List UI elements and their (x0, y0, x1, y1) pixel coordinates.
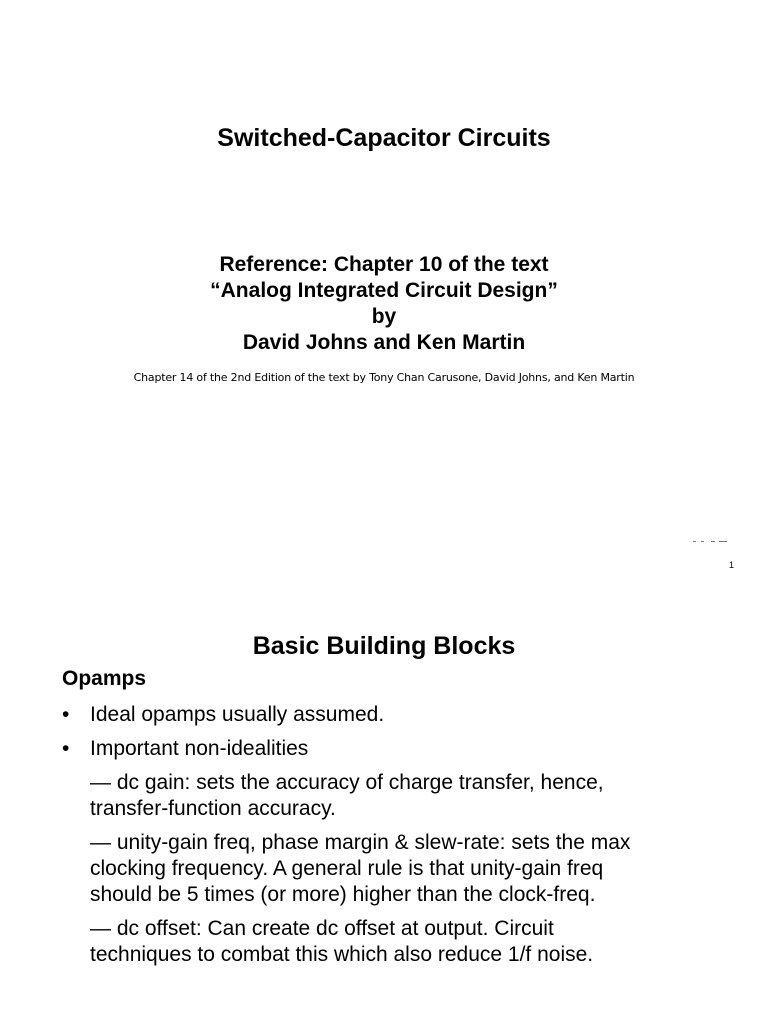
reference-line: “Analog Integrated Circuit Design” (210, 279, 558, 302)
sub-item-line: — dc gain: sets the accuracy of charge transfer, hence, (90, 771, 604, 794)
sub-item-dc-offset (90, 916, 710, 968)
bullet-text: Ideal opamps usually assumed. (90, 703, 385, 726)
reference-line: by (371, 305, 397, 328)
sub-item-line: techniques to combat this which also reduce 1/f noise. (90, 943, 594, 966)
bullet-dot-icon: • (62, 737, 70, 760)
reference-line: Reference: Chapter 10 of the text (219, 253, 549, 276)
sub-item-line: — unity-gain freq, phase margin & slew-rate: sets the max (90, 831, 631, 854)
sub-item-line: clocking frequency. A general rule is that unity-gain freq (90, 857, 604, 880)
slide-1-title: Switched-Capacitor Circuits (217, 124, 551, 152)
slide-2 (0, 590, 768, 1024)
sub-item-unity-gain (90, 830, 710, 908)
sub-item-line: transfer-function accuracy. (90, 797, 336, 820)
edition-note: Chapter 14 of the 2nd Edition of the text by Tony Chan Carusone, David Johns, and Ken Martin (133, 371, 635, 384)
bullet-text: Important non-idealities (90, 737, 309, 760)
reference-line: David Johns and Ken Martin (242, 331, 526, 354)
footer-mark (693, 538, 729, 544)
sub-item-line: — dc offset: Can create dc offset at output. Circuit (90, 917, 554, 940)
sub-item-line: should be 5 times (or more) higher than the clock-freq. (90, 883, 596, 906)
page-number: 1 (728, 560, 734, 570)
reference-block (0, 252, 768, 356)
bullet-dot-icon: • (62, 703, 70, 726)
slide-2-title: Basic Building Blocks (252, 632, 516, 660)
section-heading: Opamps (62, 667, 147, 690)
sub-item-dc-gain (90, 770, 710, 822)
